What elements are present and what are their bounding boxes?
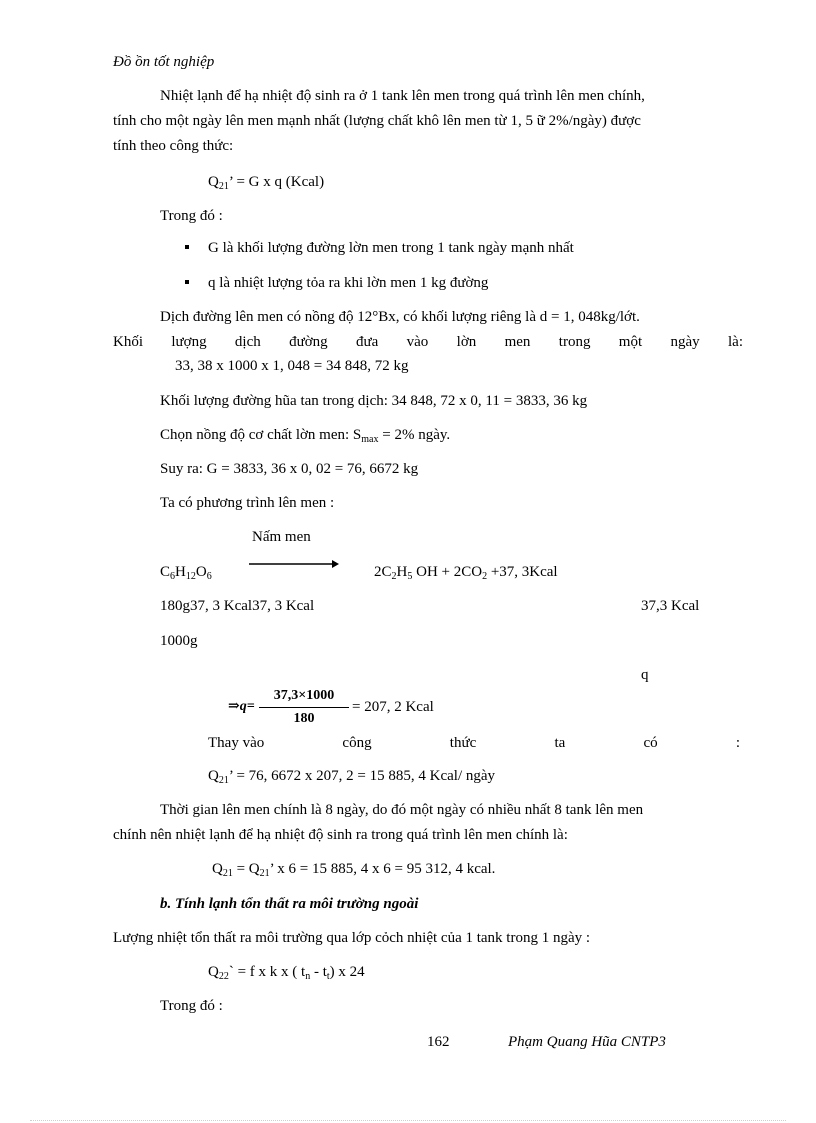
fraction-bar xyxy=(259,707,349,708)
paragraph-line: Nhiệt lạnh để hạ nhiệt độ sinh ra ở 1 tank lên men trong quá trình lên men chính, xyxy=(160,88,645,104)
justified-line: Thay vào công thức ta có : xyxy=(208,735,740,751)
justified-line: Khối lượng dịch đường đưa vào lờn men trong một ngày là: xyxy=(113,334,743,350)
fraction xyxy=(259,688,349,727)
bullet-item: G là khối lượng đường lờn men trong 1 tank ngày mạnh nhất xyxy=(208,240,574,256)
calculation-line: Khối lượng đường hũa tan trong dịch: 34 848, 72 x 0, 11 = 3833, 36 kg xyxy=(160,393,588,409)
calculation-line: Suy ra: G = 3833, 36 x 0, 02 = 76, 6672 kg xyxy=(160,461,419,477)
page-number: 162 xyxy=(427,1034,450,1050)
equation-q21: $Q_{21}$’ = G x q (Kcal) xyxy=(208,174,325,192)
reaction-mass: 1000g xyxy=(160,633,198,649)
paragraph-line: tính cho một ngày lên men mạnh nhất (lượng chất khô lên men từ 1, 5 ữ 2%/ngày) được xyxy=(113,113,641,129)
bullet-marker xyxy=(185,280,189,284)
calculation-line: 33, 38 x 1000 x 1, 048 = 34 848, 72 kg xyxy=(175,358,409,374)
equation-q21-value: $Q_{21}$’ = 76, 6672 x 207, 2 = 15 885, 4 Kcal/ ngày xyxy=(208,768,496,786)
page-bottom-rule xyxy=(30,1120,786,1121)
fraction-numerator: 37,3×1000 xyxy=(273,688,335,703)
reaction-arrow xyxy=(248,558,340,570)
trong-do-label: Trong đó : xyxy=(160,998,223,1014)
paragraph-line: Lượng nhiệt tổn thất ra môi trường qua lớp cỏch nhiệt của 1 tank trong 1 ngày : xyxy=(113,930,591,946)
bullet-item: q là nhiệt lượng tỏa ra khi lờn men 1 kg đường xyxy=(208,275,489,291)
fraction-denominator: 180 xyxy=(293,711,315,726)
equation-q21-total: $Q_{21} = Q_{21}$’ x 6 = 15 885, 4 x 6 = 95 312, 4 kcal. xyxy=(212,861,496,879)
reactant-formula: $C_6H_{12}O_6$ xyxy=(160,564,212,582)
reaction-ratio: 180g37, 3 Kcal37, 3 Kcal xyxy=(160,598,315,614)
catalyst-label: Nấm men xyxy=(252,529,311,545)
document-header: Đồ ồn tốt nghiệp xyxy=(113,54,215,70)
paragraph-line: Thời gian lên men chính là 8 ngày, do đó một ngày có nhiều nhất 8 tank lên men xyxy=(160,802,644,818)
fraction-result: = 207, 2 Kcal xyxy=(352,699,434,715)
paragraph-line: Dịch đường lên men có nồng độ 12°Bx, có khối lượng riêng là d = 1, 048kg/lớt. xyxy=(160,309,640,325)
trong-do-label: Trong đó : xyxy=(160,208,223,224)
paragraph-line: Ta có phương trình lên men : xyxy=(160,495,335,511)
bullet-marker xyxy=(185,245,189,249)
q-label: q xyxy=(641,667,649,683)
product-formula: $2C_2H_5$ OH + $2CO_2 +37$, 3Kcal xyxy=(374,564,558,582)
reaction-energy: 37,3 Kcal xyxy=(641,598,700,614)
equation-q22: $Q_{22}` = f$ x k x ( $t_n - t_t$) x 24 xyxy=(208,964,365,982)
fraction-lhs: ⇒q= xyxy=(228,699,255,714)
footer-author: Phạm Quang Hũa CNTP3 xyxy=(508,1034,666,1050)
paragraph-line: chính nên nhiệt lạnh để hạ nhiệt độ sinh ra trong quá trình lên men chính là: xyxy=(113,827,568,843)
substrate-line: Chọn nồng độ cơ chất lờn men: $S_{max} = 2\%$ ngày. xyxy=(160,427,451,445)
paragraph-line: tính theo công thức: xyxy=(113,138,234,154)
section-heading: b. Tính lạnh tổn thất ra môi trường ngoài xyxy=(160,896,419,912)
